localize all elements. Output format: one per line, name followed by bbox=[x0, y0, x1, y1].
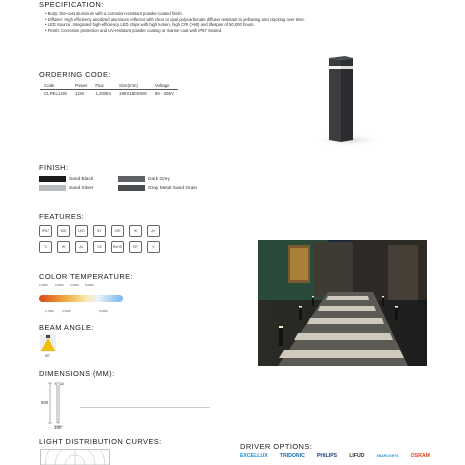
cct-tick: 2,700K bbox=[45, 309, 54, 313]
table-cell: 180X180X900 bbox=[119, 91, 147, 96]
table-cell: 85 - 265V bbox=[154, 91, 174, 96]
driver-brand-row bbox=[240, 453, 430, 459]
installation-photo bbox=[258, 240, 427, 366]
features-heading: FEATURES: bbox=[39, 212, 85, 221]
cct-tick: 3,500K bbox=[62, 309, 71, 313]
finish-option bbox=[39, 185, 94, 191]
table-cell: 1,200lm bbox=[95, 91, 112, 96]
driver-options-heading: DRIVER OPTIONS: bbox=[240, 442, 313, 451]
spec-item: • LED Source: Integrated high-efficiency LED chips with high lumen, high CRI (>90) and lifespan of 50,000 hours. bbox=[45, 22, 313, 28]
bollard-product-image bbox=[305, 54, 395, 150]
beam-angle-icon bbox=[40, 334, 56, 352]
cct-tick: 6,500K bbox=[99, 309, 108, 313]
cri-icon: CRI bbox=[111, 225, 124, 237]
color-swatch bbox=[39, 176, 66, 182]
rohs-icon: RoHS bbox=[111, 241, 124, 253]
finish-label: Sand Silver bbox=[69, 185, 94, 191]
dimension-height: 900 bbox=[41, 400, 49, 405]
cct-tick: 2,200K bbox=[39, 283, 48, 287]
cct-tick: 3,000K bbox=[55, 283, 64, 287]
divider bbox=[80, 407, 210, 408]
finish-label: Gray Metal Sand Grain bbox=[148, 185, 198, 191]
spec-item: • Finish: Corrosion protection and UV-resistant powder coating or marine coat with IP67 Sealed. bbox=[45, 28, 313, 34]
specification-heading: SPECIFICATION: bbox=[39, 0, 104, 9]
light-distribution-chart bbox=[40, 449, 110, 465]
color-swatch bbox=[39, 185, 66, 191]
voltage-icon: V bbox=[147, 241, 160, 253]
warranty-icon: 5Y bbox=[93, 225, 106, 237]
color-temperature-heading: COLOR TEMPERATURE: bbox=[39, 272, 134, 281]
osram-logo: OSRAM bbox=[410, 453, 430, 459]
finish-option bbox=[118, 185, 197, 191]
column-header: Code bbox=[40, 82, 71, 90]
lifespan-icon: 50K bbox=[57, 225, 70, 237]
column-header: Size(mm) bbox=[115, 82, 151, 90]
ik-rating-icon: IK bbox=[129, 225, 142, 237]
beam-icon: 90° bbox=[129, 241, 142, 253]
excellux-logo: EXCELLUX bbox=[240, 453, 268, 459]
cct-tick: 5,000K bbox=[85, 283, 94, 287]
finish-heading: FINISH: bbox=[39, 163, 69, 172]
dimensions-heading: DIMENSIONS (MM): bbox=[39, 369, 115, 378]
ordering-heading: ORDERING CODE: bbox=[39, 70, 111, 79]
dimension-width: 180 bbox=[54, 425, 62, 430]
table-cell: 12W bbox=[74, 91, 84, 96]
color-temperature-bar bbox=[39, 295, 123, 302]
led-chip-icon: LED bbox=[75, 225, 88, 237]
column-header: Voltage bbox=[151, 82, 178, 90]
cct-tick: 4,000K bbox=[70, 283, 79, 287]
light-distribution-heading: LIGHT DISTRIBUTION CURVES: bbox=[39, 437, 162, 446]
column-header: Power bbox=[71, 82, 91, 90]
spec-item: • Diffuser: High efficiency anodized aluminum reflector with clear or opal polycarbonate diffuser resistant to yellowing and cracking over time. bbox=[45, 17, 313, 23]
beam-angle-value: 90° bbox=[45, 354, 51, 358]
die-cast-icon: AL bbox=[75, 241, 88, 253]
driver-icon: A+ bbox=[147, 225, 160, 237]
finish-label: Dark Grey bbox=[148, 176, 170, 182]
table-row bbox=[40, 90, 178, 98]
finish-option bbox=[39, 176, 93, 182]
finish-option bbox=[118, 176, 170, 182]
color-swatch bbox=[118, 185, 145, 191]
wattage-icon: W bbox=[57, 241, 70, 253]
finish-label: Sand Black bbox=[69, 176, 94, 182]
temperature-icon: °C bbox=[39, 241, 52, 253]
specification-list bbox=[39, 11, 313, 33]
table-cell: CLPEL12W bbox=[44, 91, 67, 96]
spec-item: • Body: Die-cast aluminum with a corrosion-resistant powder-coated finish. bbox=[45, 11, 313, 17]
ce-icon: CE bbox=[93, 241, 106, 253]
tridonic-logo: TRIDONIC bbox=[279, 453, 305, 459]
philips-logo: PHILIPS bbox=[316, 453, 338, 459]
ordering-table bbox=[40, 82, 178, 97]
ip-rating-icon: IP67 bbox=[39, 225, 52, 237]
features-grid bbox=[39, 225, 160, 253]
lifud-logo: LIFUD bbox=[349, 453, 365, 459]
color-swatch bbox=[118, 176, 145, 182]
snaplights-logo: SNAPLIGHTS bbox=[376, 454, 399, 458]
column-header: Flux bbox=[91, 82, 115, 90]
beam-angle-heading: BEAM ANGLE: bbox=[39, 323, 94, 332]
